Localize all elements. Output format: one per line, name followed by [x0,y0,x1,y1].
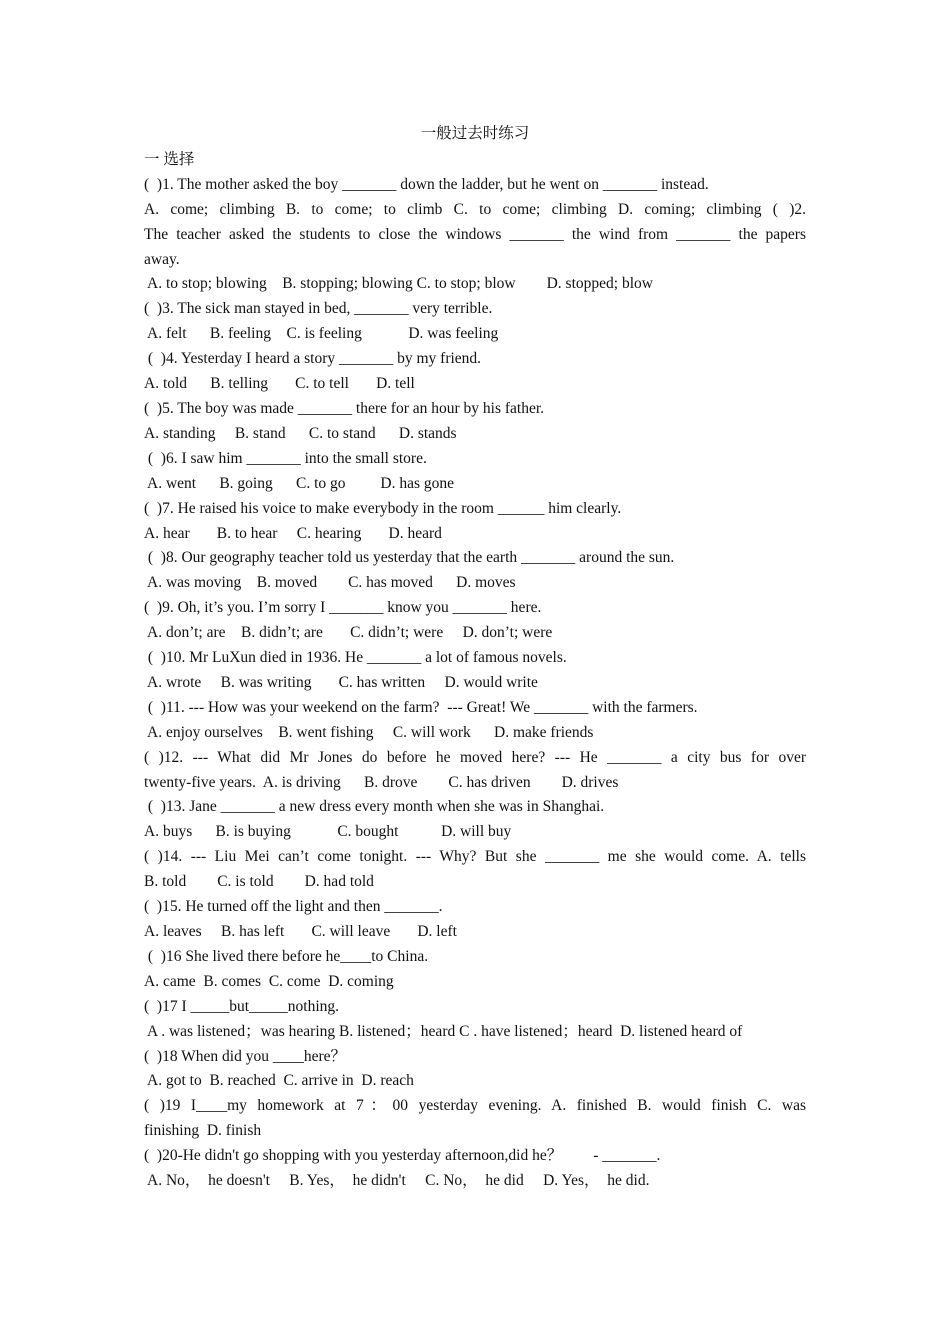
question-line: ( )20-He didn't go shopping with you yesterday afternoon,did he？ - _______. [144,1147,661,1165]
question-line: A. standing B. stand C. to stand D. stands [144,424,457,442]
question-line: A. went B. going C. to go D. has gone [144,474,454,492]
question-line: ( )18 When did you ____here？ [144,1047,347,1065]
worksheet-page [144,122,806,1194]
question-line: A. don’t; are B. didn’t; are C. didn’t; were D. don’t; were [144,624,553,642]
question-line: A. got to B. reached C. arrive in D. reach [144,1072,414,1090]
question-list [144,173,806,1194]
page-title: 一般过去时练习 [420,125,530,142]
question-line: A. No， he doesn't B. Yes， he didn't C. No， he did D. Yes， he did. [144,1172,650,1190]
question-line: away. [144,250,180,268]
question-line: ( )17 I _____but_____nothing. [144,997,340,1015]
question-line: ( )13. Jane _______ a new dress every month when she was in Shanghai. [144,798,605,816]
question-line: A. felt B. feeling C. is feeling D. was feeling [144,325,499,343]
question-line: A. enjoy ourselves B. went fishing C. will work D. make friends [144,723,594,741]
question-line: ( )6. I saw him _______ into the small store. [144,449,427,467]
question-line: A. came B. comes C. come D. coming [144,972,394,990]
question-line: ( )14. --- Liu Mei can’t come tonight. --- Why? But she _______ me she would come. A. tells [144,848,806,866]
question-line: twenty-five years. A. is driving B. drove C. has driven D. drives [144,773,619,791]
question-line: ( )16 She lived there before he____to China. [144,947,429,965]
question-line: ( )15. He turned off the light and then _______. [144,898,443,916]
question-line: A. hear B. to hear C. hearing D. heard [144,524,442,542]
question-line: ( )5. The boy was made _______ there for an hour by his father. [144,399,545,417]
question-line: ( )19 I____my homework at 7：00 yesterday evening. A. finished B. would finish C. was [144,1097,806,1115]
question-line: ( )7. He raised his voice to make everybody in the room ______ him clearly. [144,499,622,517]
question-line: A. wrote B. was writing C. has written D. would write [144,673,538,691]
question-line: ( )1. The mother asked the boy _______ down the ladder, but he went on _______ instead. [144,175,709,193]
question-line: ( )10. Mr LuXun died in 1936. He _______ a lot of famous novels. [144,649,567,667]
question-line: A . was listened；was hearing B. listened；heard C . have listened；heard D. listened heard of [144,1022,743,1040]
question-line: A. come; climbing B. to come; to climb C. to come; climbing D. coming; climbing ( )2. [144,200,806,218]
question-line: A. was moving B. moved C. has moved D. moves [144,574,516,592]
question-line: A. leaves B. has left C. will leave D. left [144,923,457,940]
question-line: ( )8. Our geography teacher told us yesterday that the earth _______ around the sun. [144,549,675,567]
question-line: A. buys B. is buying C. bought D. will buy [144,823,512,841]
question-line: ( )11. --- How was your weekend on the farm? --- Great! We _______ with the farmers. [144,698,698,716]
question-line: ( )4. Yesterday I heard a story _______ by my friend. [144,350,482,368]
question-line: The teacher asked the students to close the windows _______ the wind from _______ the papers [144,225,806,243]
question-line: finishing D. finish [144,1122,262,1140]
question-line: ( )9. Oh, it’s you. I’m sorry I _______ know you _______ here. [144,599,542,617]
question-line: ( )3. The sick man stayed in bed, _______ very terrible. [144,300,493,318]
question-line: ( )12. --- What did Mr Jones do before he moved here? --- He _______ a city bus for over [144,748,806,766]
question-line: A. told B. telling C. to tell D. tell [144,375,415,393]
section-heading: 一 选择 [144,150,195,168]
question-line: A. to stop; blowing B. stopping; blowing C. to stop; blow D. stopped; blow [144,275,653,293]
question-line: B. told C. is told D. had told [144,873,374,891]
